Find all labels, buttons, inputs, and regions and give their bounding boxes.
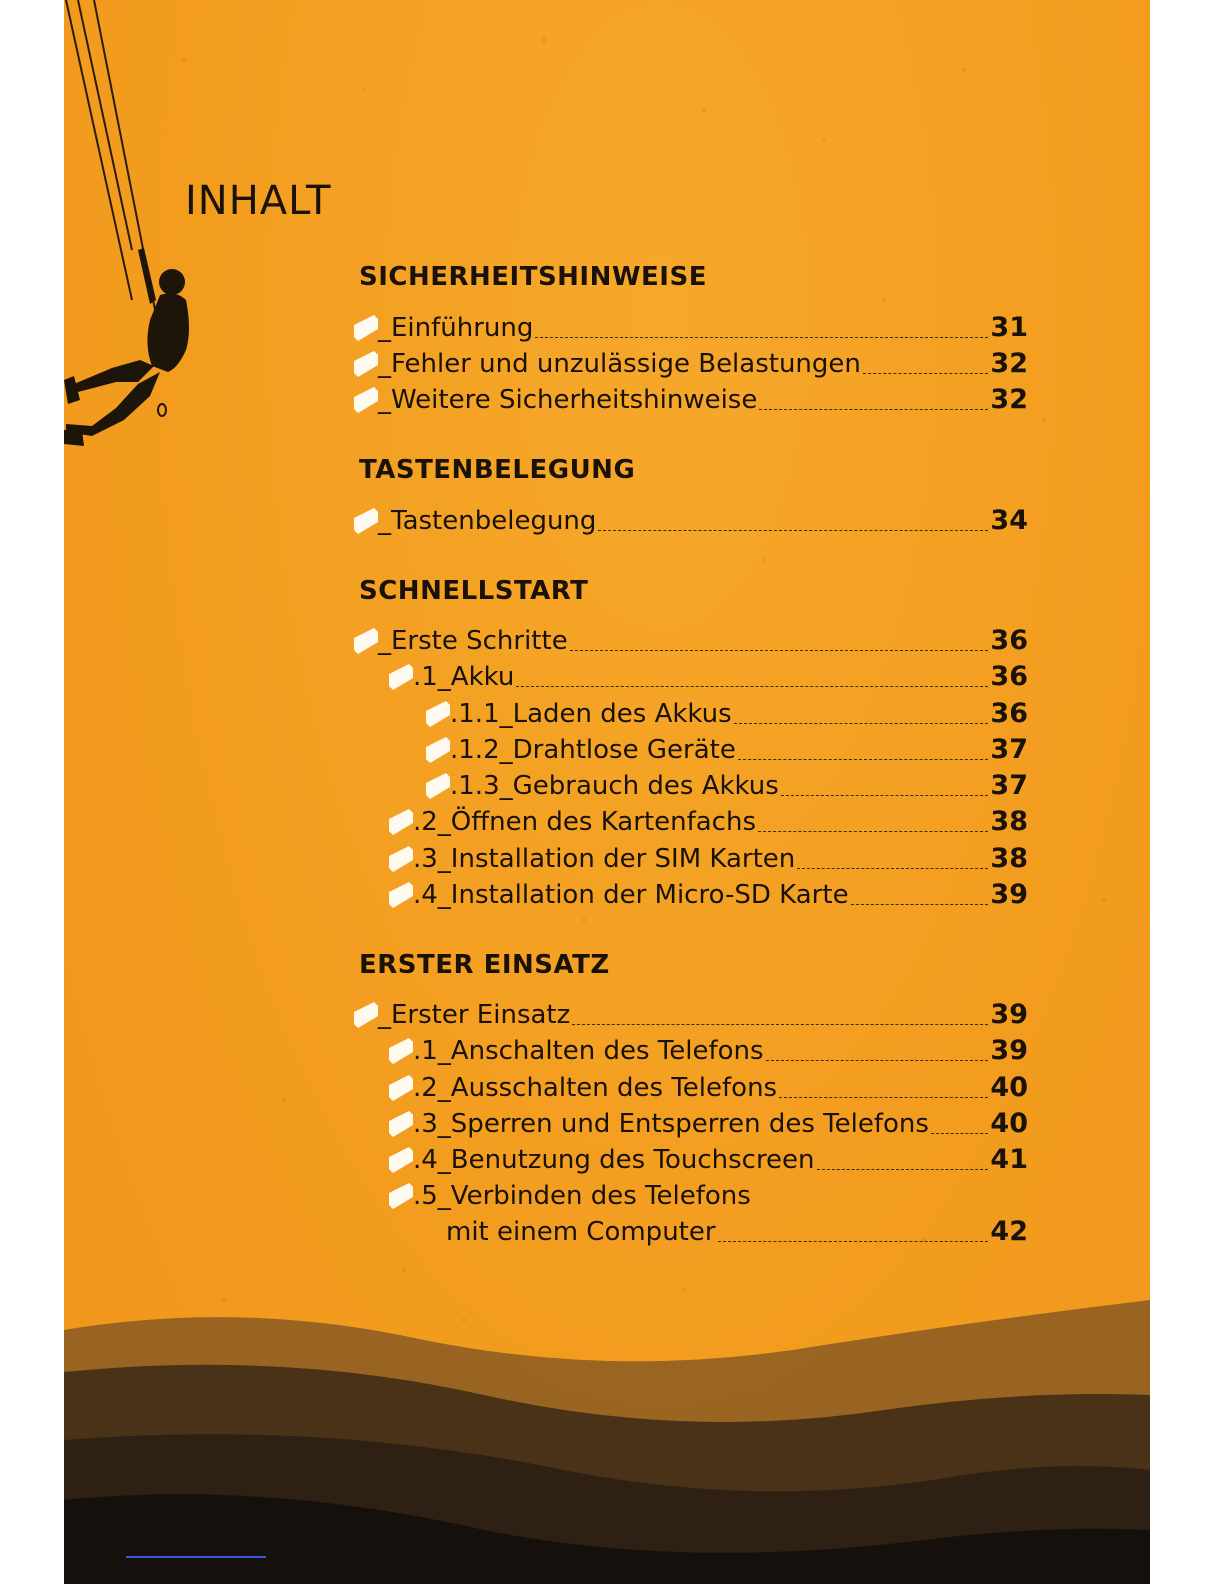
section-heading-schnellstart: SCHNELLSTART xyxy=(359,576,589,606)
toc-entry[interactable] xyxy=(389,1107,1028,1141)
toc-entry[interactable] xyxy=(354,311,1028,345)
dot-leader xyxy=(572,1024,988,1025)
chevron-marker-icon xyxy=(389,882,413,908)
entry-page-number: 32 xyxy=(990,384,1028,415)
chevron-marker-icon xyxy=(354,1002,378,1028)
toc-entry[interactable] xyxy=(426,733,1028,767)
entry-label: .4_Installation der Micro-SD Karte xyxy=(413,880,849,910)
page-title: INHALT xyxy=(185,178,332,224)
entry-label: .3_Sperren und Entsperren des Telefons xyxy=(413,1109,929,1139)
dot-leader xyxy=(797,868,988,869)
entry-label: mit einem Computer xyxy=(446,1217,716,1247)
chevron-marker-icon xyxy=(389,664,413,690)
entry-label: _Erste Schritte xyxy=(378,626,568,656)
dot-leader xyxy=(718,1241,989,1242)
toc-entry[interactable] xyxy=(354,347,1028,381)
entry-page-number: 40 xyxy=(990,1108,1028,1139)
entry-page-number: 38 xyxy=(990,806,1028,837)
dot-leader xyxy=(759,409,988,410)
entry-label: .2_Ausschalten des Telefons xyxy=(413,1073,778,1103)
entry-label: _Fehler und unzulässige Belastungen xyxy=(378,349,861,379)
dot-leader xyxy=(734,723,989,724)
entry-label: .1_Akku xyxy=(413,662,515,692)
toc-entry[interactable] xyxy=(389,805,1028,839)
dot-leader xyxy=(570,650,989,651)
chevron-marker-icon xyxy=(354,351,378,377)
entry-page-number: 41 xyxy=(990,1144,1028,1175)
chevron-marker-icon xyxy=(389,1111,413,1137)
entry-page-number: 38 xyxy=(990,843,1028,874)
entry-page-number: 36 xyxy=(990,661,1028,692)
dot-leader xyxy=(779,1097,988,1098)
chevron-marker-icon xyxy=(389,809,413,835)
dot-leader xyxy=(738,759,989,760)
entry-page-number: 39 xyxy=(990,879,1028,910)
dot-leader xyxy=(758,831,988,832)
entry-label: .3_Installation der SIM Karten xyxy=(413,844,796,874)
chevron-marker-icon xyxy=(354,628,378,654)
entry-page-number: 37 xyxy=(990,770,1028,801)
chevron-marker-icon xyxy=(354,315,378,341)
entry-page-number: 37 xyxy=(990,734,1028,765)
toc-entry[interactable] xyxy=(426,769,1028,803)
toc-entry[interactable] xyxy=(354,998,1028,1032)
entry-page-number: 39 xyxy=(990,999,1028,1030)
entry-page-number: 36 xyxy=(990,698,1028,729)
chevron-marker-icon xyxy=(389,846,413,872)
entry-page-number: 40 xyxy=(990,1072,1028,1103)
entry-label: _Tastenbelegung xyxy=(378,506,597,536)
chevron-marker-icon xyxy=(354,508,378,534)
entry-page-number: 34 xyxy=(990,505,1028,536)
entry-label: _Erster Einsatz xyxy=(378,1000,571,1030)
toc-entry-continuation[interactable] xyxy=(446,1215,1028,1249)
toc-entry[interactable] xyxy=(426,697,1028,731)
entry-page-number: 39 xyxy=(990,1035,1028,1066)
entry-label: .5_Verbinden des Telefons xyxy=(413,1181,751,1211)
chevron-marker-icon xyxy=(389,1147,413,1173)
toc-entry[interactable] xyxy=(354,504,1028,538)
toc-page xyxy=(64,0,1150,1584)
toc-entry[interactable] xyxy=(389,1034,1028,1068)
entry-page-number: 36 xyxy=(990,625,1028,656)
chevron-marker-icon xyxy=(354,387,378,413)
entry-page-number: 31 xyxy=(990,312,1028,343)
chevron-marker-icon xyxy=(426,737,450,763)
dot-leader xyxy=(516,686,988,687)
toc-entry[interactable] xyxy=(389,660,1028,694)
entry-page-number: 32 xyxy=(990,348,1028,379)
chevron-marker-icon xyxy=(389,1075,413,1101)
entry-label: .1_Anschalten des Telefons xyxy=(413,1036,764,1066)
toc-entry[interactable] xyxy=(389,842,1028,876)
toc-entry[interactable] xyxy=(389,878,1028,912)
toc-entry[interactable] xyxy=(389,1071,1028,1105)
entry-label: _Einführung xyxy=(378,313,534,343)
chevron-marker-icon xyxy=(426,701,450,727)
toc-entry[interactable] xyxy=(389,1179,1028,1213)
dot-leader xyxy=(863,373,989,374)
dot-leader xyxy=(781,795,989,796)
dot-leader xyxy=(535,337,988,338)
dot-leader xyxy=(817,1169,989,1170)
dot-leader xyxy=(766,1060,989,1061)
entry-page-number: 42 xyxy=(990,1216,1028,1247)
section-heading-erster-einsatz: ERSTER EINSATZ xyxy=(359,950,610,980)
chevron-marker-icon xyxy=(389,1183,413,1209)
mountain-terrain xyxy=(64,1300,1150,1584)
dot-leader xyxy=(598,530,988,531)
toc-entry[interactable] xyxy=(354,383,1028,417)
entry-label: .4_Benutzung des Touchscreen xyxy=(413,1145,815,1175)
section-heading-sicherheitshinweise: SICHERHEITSHINWEISE xyxy=(359,262,707,292)
entry-label: _Weitere Sicherheitshinweise xyxy=(378,385,758,415)
dot-leader xyxy=(931,1133,988,1134)
toc-entry[interactable] xyxy=(354,624,1028,658)
toc-entry[interactable] xyxy=(389,1143,1028,1177)
entry-label: .2_Öffnen des Kartenfachs xyxy=(413,807,757,837)
entry-label: .1.1_Laden des Akkus xyxy=(450,699,732,729)
chevron-marker-icon xyxy=(426,773,450,799)
chevron-marker-icon xyxy=(389,1038,413,1064)
dot-leader xyxy=(851,904,989,905)
section-heading-tastenbelegung: TASTENBELEGUNG xyxy=(359,455,636,485)
footer-link-underline xyxy=(126,1556,266,1558)
entry-label: .1.2_Drahtlose Geräte xyxy=(450,735,736,765)
entry-label: .1.3_Gebrauch des Akkus xyxy=(450,771,779,801)
